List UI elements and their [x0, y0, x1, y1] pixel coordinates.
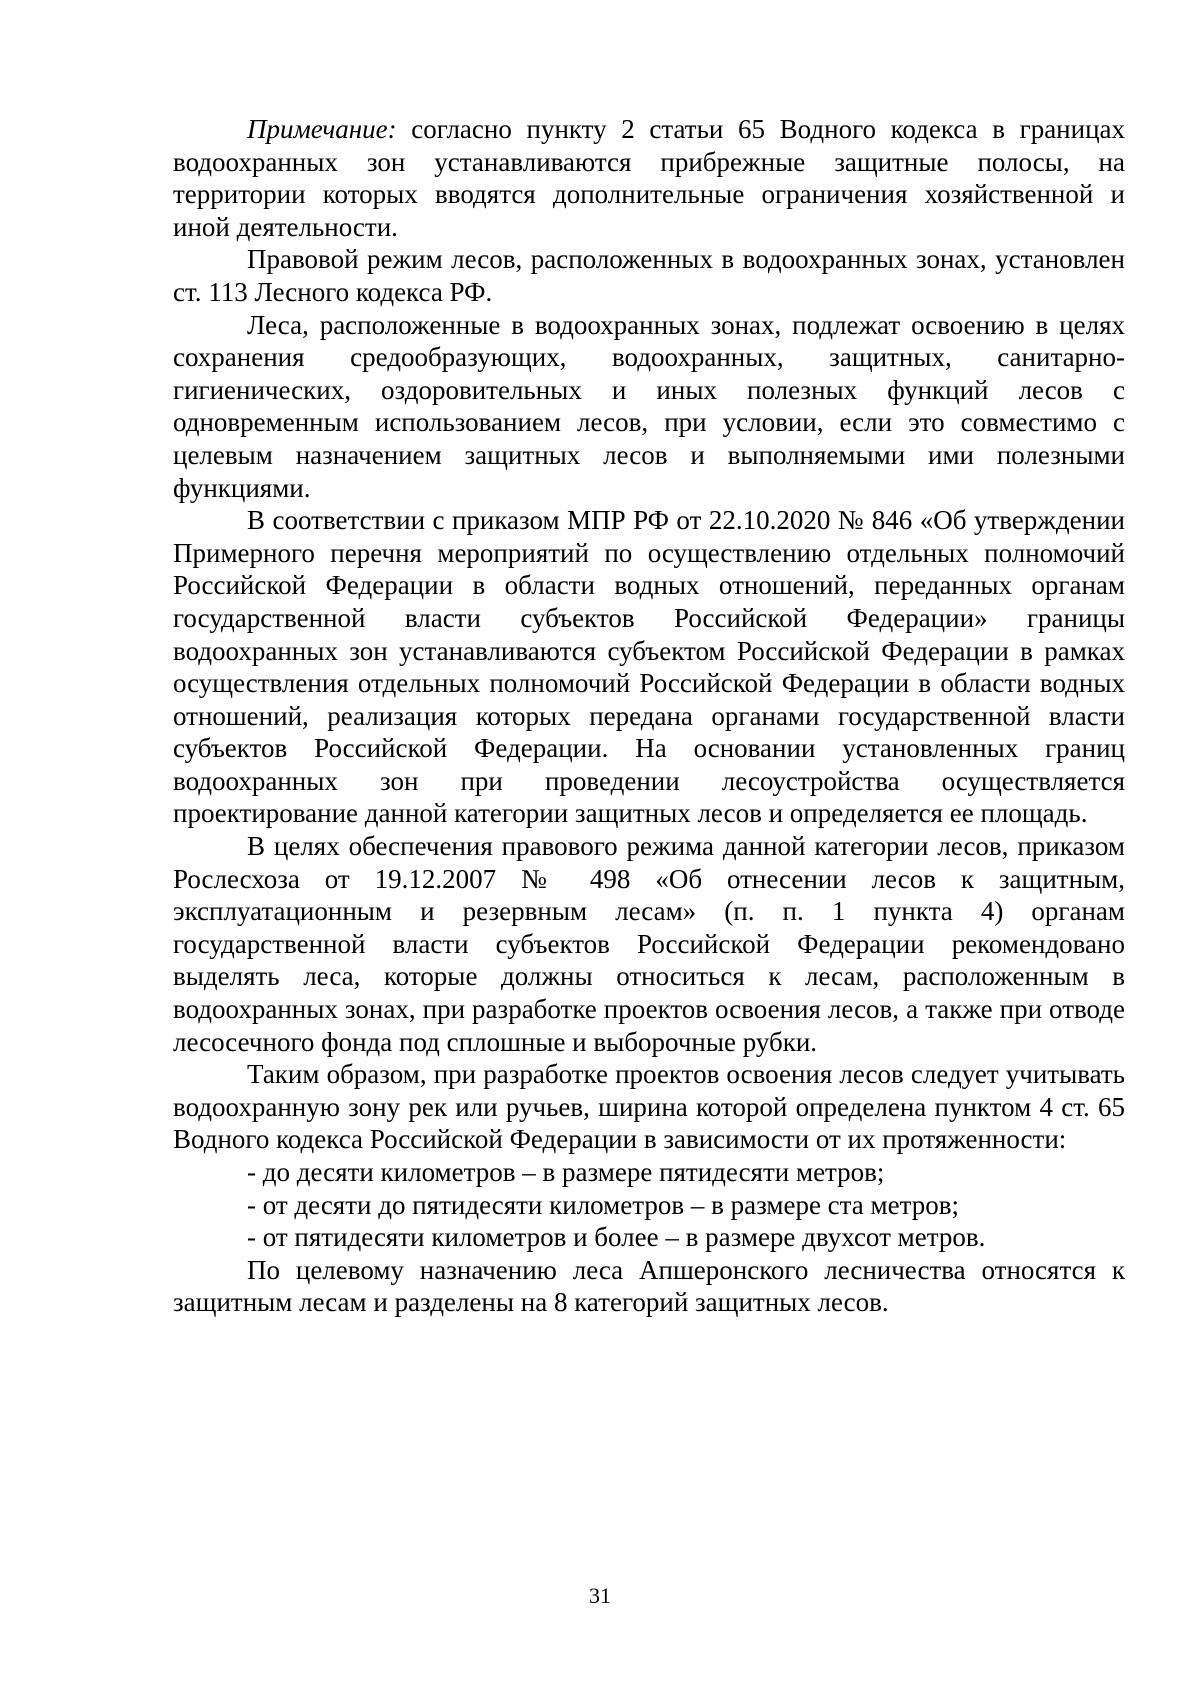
note-label: Примечание: — [247, 114, 397, 144]
paragraph: Леса, расположенные в водоохранных зонах, подлежат освоению в целях сохранения средообразующих, водоохранных, защитных, санитарно-гигиенических, оздоровительных и иных полезных функций лесов с одновременным использованием лесов, при условии, если это совместимо с целевым назначением защитных лесов и выполняемыми ими полезными функциями. — [173, 309, 1125, 503]
paragraph-closing: По целевому назначению леса Апшеронского лесничества относятся к защитным лесам и разделены на 8 категорий защитных лесов. — [173, 1254, 1125, 1318]
paragraph: Правовой режим лесов, расположенных в водоохранных зонах, установлен ст. 113 Лесного кодекса РФ. — [173, 244, 1125, 307]
page-number: 31 — [589, 1583, 611, 1608]
note-text: согласно пункту 2 статьи 65 Водного кодекса в границах водоохранных зон устанавливаются прибрежные защитные полосы, на территории которых вводятся дополнительные ограничения хозяйственной и иной деятельности. — [173, 114, 1126, 242]
paragraph: В целях обеспечения правового режима данной категории лесов, приказом Рослесхоза от 19.12.2007 № 498 «Об отнесении лесов к защитным, эксплуатационным и резервным лесам» (п. п. 1 пункта 4) органам государственной власти субъектов Российской Федерации рекомендовано выделять леса, которые должны относиться к лесам, расположенным в водоохранных зонах, при разработке проектов освоения лесов, а также при отводе лесосечного фонда под сплошные и выборочные рубки. — [173, 831, 1125, 1057]
list-item: - от пятидесяти километров и более – в размере двухсот метров. — [247, 1222, 986, 1253]
paragraph: В соответствии с приказом МПР РФ от 22.10.2020 № 846 «Об утверждении Примерного перечня мероприятий по осуществлению отдельных полномочий Российской Федерации в области водных отношений, переданных органам государственной власти субъектов Российской Федерации» границы водоохранных зон устанавливаются субъектом Российской Федерации в рамках осуществления отдельных полномочий Российской Федерации в области водных отношений, реализация которых передана органами государственной власти субъектов Российской Федерации. На основании установленных границ водоохранных зон при проведении лесоустройства осуществляется проектирование данной категории защитных лесов и определяется ее площадь. — [173, 505, 1125, 829]
list-item: - от десяти до пятидесяти километров – в размере ста метров; — [247, 1189, 959, 1220]
list-item: - до десяти километров – в размере пятидесяти метров; — [247, 1157, 885, 1187]
paragraph: Таким образом, при разработке проектов освоения лесов следует учитывать водоохранную зону рек или ручьев, ширина которой определена пунктом 4 ст. 65 Водного кодекса Российской Федерации в зависимости от их протяженности: — [173, 1059, 1125, 1155]
body-text — [173, 113, 1125, 1319]
paragraph-note — [173, 113, 1125, 243]
